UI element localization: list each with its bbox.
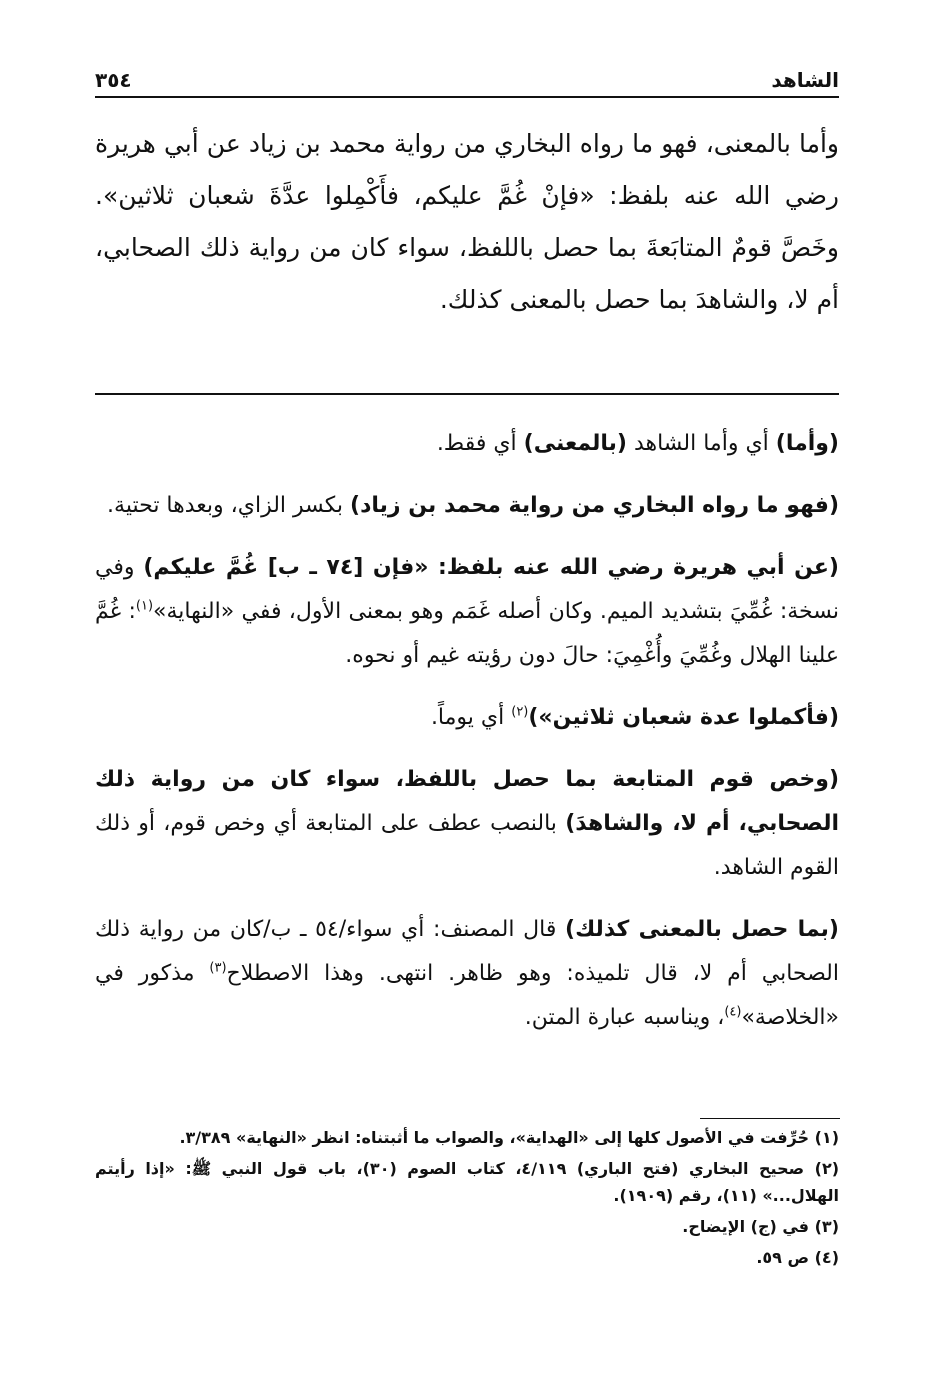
quoted-phrase: (بما حصل بالمعنى كذلك): [565, 917, 839, 942]
explanation: أي يوماً.: [430, 705, 512, 730]
commentary-paragraph: [95, 908, 839, 1040]
explanation: مذكور في «الخلاصة»: [95, 961, 839, 1030]
explanation: : غُمَّ علينا الهلال وغُمِّيَ وأُغْمِيَ: حالَ دون رؤيته غيم أو نحوه.: [95, 599, 839, 668]
main-text: [95, 118, 839, 326]
quoted-phrase: (وأما): [775, 431, 839, 456]
commentary-paragraph: [95, 758, 839, 890]
main-paragraph: وأما بالمعنى، فهو ما رواه البخاري من رواية محمد بن زياد عن أبي هريرة رضي الله عنه بلفظ: «فإنْ غُمَّ عليكم، فأَكْمِلوا عدَّةَ شعبان ثلاثين». وخَصَّ قومٌ المتابَعةَ بما حصل باللفظ، سواء كان من رواية ذلك الصحابي، أم لا، والشاهدَ بما حصل بالمعنى كذلك.: [95, 129, 839, 314]
running-title: الشاهد: [771, 68, 839, 92]
footnote-ref[interactable]: (٤): [724, 1004, 742, 1020]
explanation: بالنصب عطف على المتابعة أي وخص قوم، أو ذلك القوم الشاهد.: [95, 811, 839, 880]
footnote-ref[interactable]: (١): [135, 598, 154, 614]
quoted-phrase: (فهو ما رواه البخاري من رواية محمد بن زياد): [350, 493, 839, 518]
quoted-phrase: (وخص قوم المتابعة بما حصل باللفظ، سواء كان من رواية ذلك الصحابي، أم لا، والشاهدَ): [95, 767, 840, 836]
commentary-paragraph: [95, 546, 839, 678]
footnotes: [95, 1124, 839, 1275]
explanation: قال المصنف: أي سواء/٥٤ ـ ب/كان من رواية ذلك الصحابي أم لا، قال تلميذه: وهو ظاهر. انتهى. وهذا الاصطلاح: [95, 917, 839, 986]
footnote: (١) حُرِّفت في الأصول كلها إلى «الهداية»، والصواب ما أثبتناه: انظر «النهاية» ٣/٣٨٩.: [179, 1128, 839, 1147]
commentary: [95, 422, 839, 1058]
footnote: (٤) ص ٥٩.: [756, 1248, 839, 1267]
footnote: (٢) صحيح البخاري (فتح الباري) ٤/١١٩، كتاب الصوم (٣٠)، باب قول النبي ﷺ: «إذا رأيتم الهلال...» (١١)، رقم (١٩٠٩).: [95, 1159, 840, 1205]
quoted-phrase: (عن أبي هريرة رضي الله عنه بلفظ: «فإن [٧٤ ـ ب] غُمَّ عليكم): [143, 555, 839, 580]
explanation: وفي نسخة: غُمِّيَ بتشديد الميم. وكان أصله غَمَم وهو بمعنى الأول، ففي «النهاية»: [95, 555, 839, 624]
explanation: أي وأما الشاهد: [626, 431, 776, 456]
footnote-ref[interactable]: (٣): [209, 960, 227, 976]
header-rule: [95, 96, 839, 98]
explanation: أي فقط.: [436, 431, 524, 456]
footnote: (٣) في (ج) الإيضاح.: [682, 1217, 839, 1236]
explanation: بكسر الزاي، وبعدها تحتية.: [107, 493, 351, 518]
commentary-paragraph: [95, 696, 839, 740]
footnote-rule: [700, 1118, 840, 1119]
page-header: [95, 56, 839, 92]
section-divider: [95, 393, 839, 395]
quoted-phrase: (فأكملوا عدة شعبان ثلاثين»): [528, 705, 839, 730]
commentary-paragraph: [95, 422, 839, 466]
page-number: ٣٥٤: [95, 68, 132, 92]
explanation: ، ويناسبه عبارة المتن.: [524, 1005, 725, 1030]
commentary-paragraph: [95, 484, 839, 528]
footnote-ref[interactable]: (٢): [511, 704, 529, 720]
quoted-phrase: (بالمعنى): [523, 431, 627, 456]
